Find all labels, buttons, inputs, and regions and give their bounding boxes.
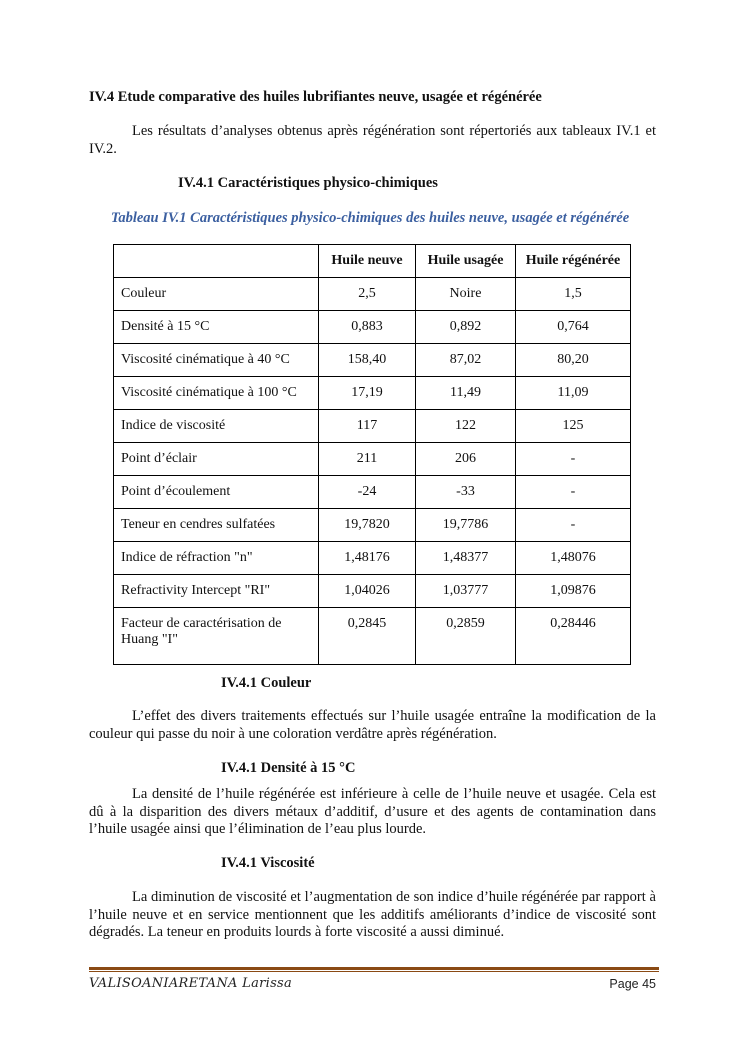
footer-page-number: Page 45 (609, 977, 656, 991)
table-row (114, 344, 631, 377)
property-name-cell: Refractivity Intercept "RI" (114, 575, 319, 608)
value-cell: 1,48076 (516, 542, 631, 575)
value-cell: 0,883 (319, 311, 416, 344)
value-cell: 1,48176 (319, 542, 416, 575)
property-name-cell: Viscosité cinématique à 100 °C (114, 377, 319, 410)
value-cell: 0,764 (516, 311, 631, 344)
header-cell: Huile neuve (319, 245, 416, 278)
value-cell: 17,19 (319, 377, 416, 410)
property-name-cell: Viscosité cinématique à 40 °C (114, 344, 319, 377)
property-name-cell: Indice de réfraction "n" (114, 542, 319, 575)
table-caption: Tableau IV.1 Caractéristiques physico-chimiques des huiles neuve, usagée et régénérée (110, 210, 630, 226)
value-cell: 0,2859 (416, 608, 516, 665)
intro-paragraph: Les résultats d’analyses obtenus après régénération sont répertoriés aux tableaux IV.1 et IV.2. (89, 123, 656, 157)
footer-rule (89, 967, 659, 970)
property-name-cell: Point d’éclair (114, 443, 319, 476)
table-row (114, 311, 631, 344)
table-body (114, 278, 631, 665)
value-cell: 122 (416, 410, 516, 443)
value-cell: 19,7820 (319, 509, 416, 542)
property-name-cell: Teneur en cendres sulfatées (114, 509, 319, 542)
properties-table (113, 244, 631, 665)
property-name-cell: Facteur de caractérisation de Huang "I" (114, 608, 319, 665)
value-cell: 125 (516, 410, 631, 443)
value-cell: 206 (416, 443, 516, 476)
value-cell: 0,892 (416, 311, 516, 344)
value-cell: 211 (319, 443, 416, 476)
value-cell: 80,20 (516, 344, 631, 377)
value-cell: 1,48377 (416, 542, 516, 575)
table-row (114, 509, 631, 542)
table-row (114, 377, 631, 410)
property-name-cell: Point d’écoulement (114, 476, 319, 509)
table-header-row (114, 245, 631, 278)
couleur-paragraph: L’effet des divers traitements effectués sur l’huile usagée entraîne la modification de la couleur qui passe du noir à une coloration verdâtre après régénération. (89, 708, 656, 742)
value-cell: Noire (416, 278, 516, 311)
value-cell: -24 (319, 476, 416, 509)
viscosite-paragraph: La diminution de viscosité et l’augmentation de son indice d’huile régénérée par rapport à l’huile neuve et en service mentionnent que les additifs améliorants d’indice de viscosité sont dégradés. La teneur en produits lourds à forte viscosité a aussi diminué. (89, 889, 656, 940)
table-row (114, 542, 631, 575)
header-cell: Huile régénérée (516, 245, 631, 278)
property-name-cell: Indice de viscosité (114, 410, 319, 443)
value-cell: 158,40 (319, 344, 416, 377)
densite-title: IV.4.1 Densité à 15 °C (221, 760, 356, 776)
value-cell: 1,03777 (416, 575, 516, 608)
value-cell: - (516, 443, 631, 476)
value-cell: 87,02 (416, 344, 516, 377)
value-cell: 0,2845 (319, 608, 416, 665)
value-cell: 1,04026 (319, 575, 416, 608)
couleur-title: IV.4.1 Couleur (221, 675, 312, 691)
subsection-physico-title: IV.4.1 Caractéristiques physico-chimiques (178, 175, 438, 191)
value-cell: 11,49 (416, 377, 516, 410)
footer-rule-thin (89, 971, 659, 972)
densite-paragraph: La densité de l’huile régénérée est inférieure à celle de l’huile neuve et usagée. Cela est dû à la disparition des divers métaux d’additif, d’usure et des agents de contamination dans l’huile usagée ainsi que l’élimination de l’eau plus lourde. (89, 786, 656, 837)
value-cell: 1,09876 (516, 575, 631, 608)
table-row (114, 575, 631, 608)
table-row (114, 278, 631, 311)
value-cell: 0,28446 (516, 608, 631, 665)
value-cell: 11,09 (516, 377, 631, 410)
value-cell: 1,5 (516, 278, 631, 311)
property-name-cell: Couleur (114, 278, 319, 311)
value-cell: -33 (416, 476, 516, 509)
table-row (114, 608, 631, 665)
value-cell: 19,7786 (416, 509, 516, 542)
header-cell: Huile usagée (416, 245, 516, 278)
footer-author: VALISOANIARETANA Larissa (89, 976, 293, 991)
section-title: IV.4 Etude comparative des huiles lubrifiantes neuve, usagée et régénérée (89, 89, 542, 105)
value-cell: 117 (319, 410, 416, 443)
table-row (114, 476, 631, 509)
value-cell: - (516, 509, 631, 542)
viscosite-title: IV.4.1 Viscosité (221, 855, 315, 871)
table-row (114, 443, 631, 476)
value-cell: 2,5 (319, 278, 416, 311)
header-cell (114, 245, 319, 278)
value-cell: - (516, 476, 631, 509)
property-name-cell: Densité à 15 °C (114, 311, 319, 344)
table-row (114, 410, 631, 443)
